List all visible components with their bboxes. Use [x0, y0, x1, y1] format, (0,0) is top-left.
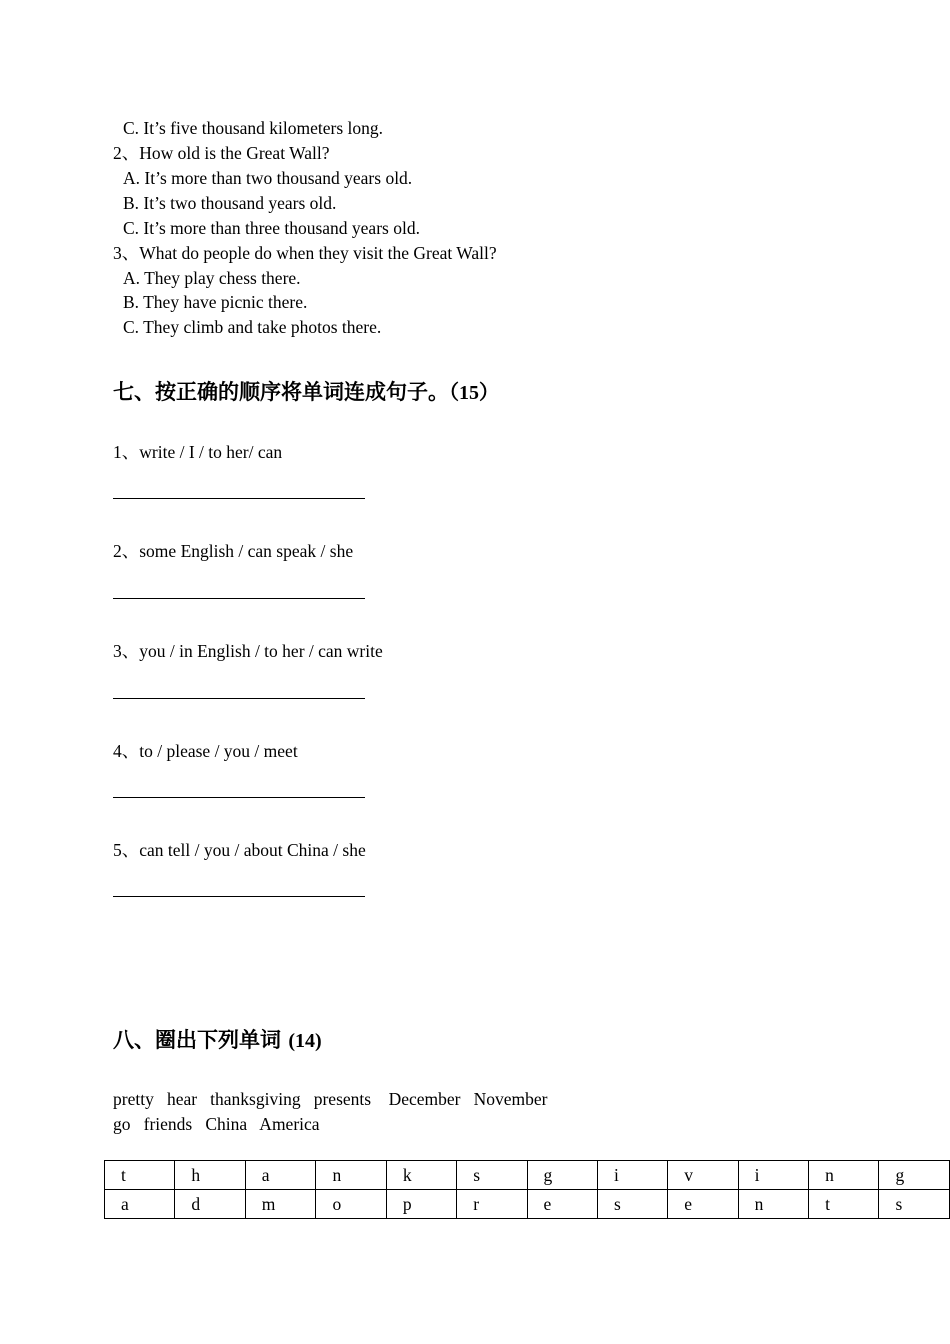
q3-option-c: C. They climb and take photos there.: [123, 317, 382, 337]
grid-cell[interactable]: a: [245, 1161, 316, 1190]
section7-item-5: 5、can tell / you / about China / she: [113, 840, 366, 860]
grid-cell[interactable]: t: [809, 1190, 879, 1219]
grid-cell[interactable]: n: [738, 1190, 808, 1219]
q2-option-c: C. It’s more than three thousand years old.: [123, 218, 420, 238]
grid-cell[interactable]: v: [668, 1161, 738, 1190]
q3-question: 3、What do people do when they visit the Great Wall?: [113, 243, 497, 263]
grid-cell[interactable]: e: [527, 1190, 597, 1219]
section7-heading: [113, 376, 499, 406]
q2-option-b: B. It’s two thousand years old.: [123, 193, 337, 213]
grid-cell[interactable]: r: [457, 1190, 527, 1219]
q3-option-b: B. They have picnic there.: [123, 292, 308, 312]
section7-title: 七、按正确的顺序将单词连成句子。: [113, 380, 449, 404]
answer-line-2[interactable]: [113, 598, 365, 599]
grid-row-2: [105, 1190, 950, 1219]
grid-cell[interactable]: s: [597, 1190, 667, 1219]
grid-cell[interactable]: p: [386, 1190, 456, 1219]
section7-item-3: 3、you / in English / to her / can write: [113, 641, 383, 661]
grid-row-1: [105, 1161, 950, 1190]
grid-cell[interactable]: g: [527, 1161, 597, 1190]
grid-cell[interactable]: i: [738, 1161, 808, 1190]
section7-item-2: 2、some English / can speak / she: [113, 541, 354, 561]
grid-cell[interactable]: e: [668, 1190, 738, 1219]
grid-cell[interactable]: k: [386, 1161, 456, 1190]
word-search-grid: [104, 1160, 950, 1219]
q2-option-a: A. It’s more than two thousand years old.: [123, 168, 413, 188]
grid-cell[interactable]: n: [809, 1161, 879, 1190]
word-list-line-2: go friends China America: [113, 1114, 320, 1134]
section8-title: 八、圈出下列单词: [113, 1028, 281, 1052]
grid-cell[interactable]: d: [175, 1190, 245, 1219]
section7-score: （15）: [449, 382, 499, 404]
q3-option-a: A. They play chess there.: [123, 268, 301, 288]
grid-cell[interactable]: s: [457, 1161, 527, 1190]
answer-line-4[interactable]: [113, 797, 365, 798]
section7-item-4: 4、to / please / you / meet: [113, 741, 298, 761]
grid-cell[interactable]: t: [105, 1161, 175, 1190]
answer-line-5[interactable]: [113, 896, 365, 897]
grid-cell[interactable]: n: [316, 1161, 386, 1190]
grid-cell[interactable]: a: [105, 1190, 175, 1219]
grid-cell[interactable]: s: [879, 1190, 950, 1219]
q2-question: 2、How old is the Great Wall?: [113, 143, 330, 163]
grid-cell[interactable]: o: [316, 1190, 386, 1219]
section7-item-1: 1、write / I / to her/ can: [113, 442, 283, 462]
grid-cell[interactable]: m: [245, 1190, 316, 1219]
answer-line-3[interactable]: [113, 698, 365, 699]
grid-cell[interactable]: g: [879, 1161, 950, 1190]
section8-score: (14): [288, 1030, 322, 1052]
answer-line-1[interactable]: [113, 498, 365, 499]
q1-option-c: C. It’s five thousand kilometers long.: [123, 118, 384, 138]
grid-cell[interactable]: i: [597, 1161, 667, 1190]
grid-cell[interactable]: h: [175, 1161, 245, 1190]
section8-heading: [113, 1024, 322, 1054]
word-list-line-1: pretty hear thanksgiving presents December November: [113, 1089, 548, 1109]
